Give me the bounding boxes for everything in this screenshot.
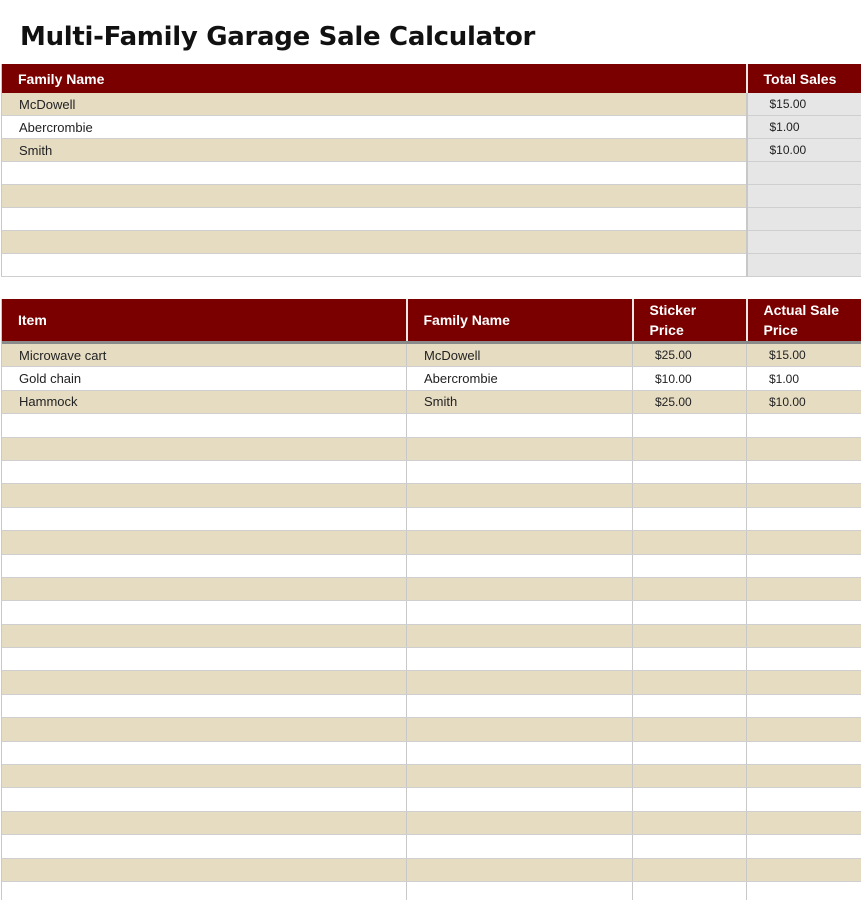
item-cell[interactable] (2, 718, 407, 741)
item-cell[interactable] (2, 788, 407, 811)
table-header-row (2, 299, 861, 341)
sticker-price-cell[interactable] (633, 460, 747, 483)
family-name-cell[interactable] (2, 254, 747, 277)
family-name-cell[interactable] (407, 741, 633, 764)
item-cell[interactable] (2, 858, 407, 881)
table-row (2, 671, 861, 694)
family-name-cell[interactable] (407, 881, 633, 900)
total-sales-cell[interactable]: $15.00 (747, 93, 861, 116)
table-row (2, 765, 861, 788)
items-table (1, 299, 861, 900)
table-row (2, 577, 861, 600)
table-row (2, 367, 861, 390)
family-totals-table (1, 64, 861, 277)
item-cell[interactable] (2, 741, 407, 764)
table-row (2, 554, 861, 577)
actual-sale-price-cell[interactable] (747, 601, 861, 624)
family-name-cell[interactable] (407, 531, 633, 554)
sticker-price-cell[interactable] (633, 881, 747, 900)
item-cell[interactable]: Gold chain (2, 367, 407, 390)
actual-sale-price-cell[interactable] (747, 648, 861, 671)
total-sales-cell[interactable] (747, 231, 861, 254)
sticker-price-cell[interactable] (633, 835, 747, 858)
family-name-cell[interactable] (2, 162, 747, 185)
column-header-total-sales[interactable]: Total Sales (747, 64, 861, 93)
family-name-cell[interactable]: Smith (407, 390, 633, 413)
sticker-price-cell[interactable] (633, 671, 747, 694)
family-name-cell[interactable]: McDowell (2, 93, 747, 116)
family-name-cell[interactable]: Smith (2, 139, 747, 162)
item-cell[interactable] (2, 835, 407, 858)
table-row (2, 741, 861, 764)
table-row (2, 601, 861, 624)
sticker-price-cell[interactable] (633, 414, 747, 437)
table-row (2, 93, 861, 116)
table-row (2, 414, 861, 437)
table-row (2, 788, 861, 811)
column-header-sticker-price[interactable]: Sticker Price (633, 299, 747, 341)
family-name-cell[interactable] (2, 208, 747, 231)
column-header-item[interactable]: Item (2, 299, 407, 341)
table-row (2, 254, 861, 277)
actual-sale-price-cell[interactable] (747, 741, 861, 764)
actual-sale-price-cell[interactable] (747, 531, 861, 554)
family-name-cell[interactable] (407, 437, 633, 460)
actual-sale-price-cell[interactable]: $1.00 (747, 367, 861, 390)
item-cell[interactable] (2, 648, 407, 671)
sticker-price-cell[interactable] (633, 484, 747, 507)
actual-sale-price-cell[interactable] (747, 507, 861, 530)
table-row (2, 811, 861, 834)
item-cell[interactable] (2, 531, 407, 554)
page-title: Multi-Family Garage Sale Calculator (20, 22, 536, 52)
table-row (2, 484, 861, 507)
table-row (2, 185, 861, 208)
item-cell[interactable] (2, 484, 407, 507)
sticker-price-cell[interactable] (633, 718, 747, 741)
family-name-cell[interactable] (407, 811, 633, 834)
sticker-price-cell[interactable] (633, 811, 747, 834)
sticker-price-cell[interactable] (633, 531, 747, 554)
sticker-price-cell[interactable] (633, 741, 747, 764)
column-header-family-name[interactable]: Family Name (2, 64, 747, 93)
table-header-row (2, 64, 861, 93)
item-cell[interactable] (2, 881, 407, 900)
family-name-cell[interactable] (407, 718, 633, 741)
sticker-price-cell[interactable] (633, 694, 747, 717)
family-name-cell[interactable]: Abercrombie (407, 367, 633, 390)
sticker-price-cell[interactable] (633, 577, 747, 600)
table-row (2, 344, 861, 367)
table-row (2, 507, 861, 530)
actual-sale-price-cell[interactable] (747, 765, 861, 788)
item-cell[interactable] (2, 414, 407, 437)
total-sales-cell[interactable] (747, 208, 861, 231)
item-cell[interactable] (2, 554, 407, 577)
family-name-cell[interactable] (407, 460, 633, 483)
total-sales-cell[interactable] (747, 185, 861, 208)
item-cell[interactable] (2, 694, 407, 717)
family-name-cell[interactable] (407, 577, 633, 600)
actual-sale-price-cell[interactable]: $15.00 (747, 344, 861, 367)
column-header-actual-sale-price[interactable]: Actual Sale Price (747, 299, 861, 341)
sticker-price-cell[interactable] (633, 507, 747, 530)
item-cell[interactable] (2, 601, 407, 624)
item-cell[interactable] (2, 624, 407, 647)
actual-sale-price-cell[interactable] (747, 577, 861, 600)
actual-sale-price-cell[interactable] (747, 437, 861, 460)
item-cell[interactable] (2, 577, 407, 600)
table-row (2, 531, 861, 554)
sticker-price-cell[interactable]: $10.00 (633, 367, 747, 390)
family-name-cell[interactable] (407, 835, 633, 858)
table-row (2, 648, 861, 671)
total-sales-cell[interactable] (747, 254, 861, 277)
sticker-price-cell[interactable] (633, 788, 747, 811)
family-name-cell[interactable] (407, 765, 633, 788)
table-row (2, 624, 861, 647)
table-row (2, 390, 861, 413)
item-cell[interactable] (2, 507, 407, 530)
table-row (2, 162, 861, 185)
family-name-cell[interactable] (407, 858, 633, 881)
table-row (2, 858, 861, 881)
actual-sale-price-cell[interactable] (747, 881, 861, 900)
table-row (2, 139, 861, 162)
sticker-price-cell[interactable]: $25.00 (633, 344, 747, 367)
family-name-cell[interactable] (407, 648, 633, 671)
family-name-cell[interactable] (407, 624, 633, 647)
table-row (2, 835, 861, 858)
actual-sale-price-cell[interactable] (747, 554, 861, 577)
actual-sale-price-cell[interactable] (747, 460, 861, 483)
total-sales-cell[interactable]: $1.00 (747, 116, 861, 139)
item-cell[interactable]: Hammock (2, 390, 407, 413)
table-row (2, 437, 861, 460)
family-name-cell[interactable]: Abercrombie (2, 116, 747, 139)
table-row (2, 460, 861, 483)
actual-sale-price-cell[interactable] (747, 718, 861, 741)
actual-sale-price-cell[interactable] (747, 835, 861, 858)
family-name-cell[interactable] (407, 414, 633, 437)
item-cell[interactable] (2, 811, 407, 834)
actual-sale-price-cell[interactable]: $10.00 (747, 390, 861, 413)
sticker-price-cell[interactable] (633, 765, 747, 788)
sticker-price-cell[interactable] (633, 601, 747, 624)
actual-sale-price-cell[interactable] (747, 811, 861, 834)
total-sales-cell[interactable]: $10.00 (747, 139, 861, 162)
family-name-cell[interactable] (407, 507, 633, 530)
table-row (2, 718, 861, 741)
item-cell[interactable] (2, 765, 407, 788)
column-header-family-name[interactable]: Family Name (407, 299, 633, 341)
family-name-cell[interactable] (2, 185, 747, 208)
table-row (2, 881, 861, 900)
actual-sale-price-cell[interactable] (747, 414, 861, 437)
sticker-price-cell[interactable] (633, 624, 747, 647)
sticker-price-cell[interactable]: $25.00 (633, 390, 747, 413)
sticker-price-cell[interactable] (633, 437, 747, 460)
sticker-price-cell[interactable] (633, 554, 747, 577)
family-name-cell[interactable]: McDowell (407, 344, 633, 367)
item-cell[interactable] (2, 671, 407, 694)
table-row (2, 694, 861, 717)
actual-sale-price-cell[interactable] (747, 624, 861, 647)
table-row (2, 208, 861, 231)
item-cell[interactable] (2, 460, 407, 483)
item-cell[interactable]: Microwave cart (2, 344, 407, 367)
family-name-cell[interactable] (407, 601, 633, 624)
sticker-price-cell[interactable] (633, 648, 747, 671)
actual-sale-price-cell[interactable] (747, 694, 861, 717)
actual-sale-price-cell[interactable] (747, 788, 861, 811)
actual-sale-price-cell[interactable] (747, 484, 861, 507)
family-name-cell[interactable] (407, 788, 633, 811)
actual-sale-price-cell[interactable] (747, 671, 861, 694)
item-cell[interactable] (2, 437, 407, 460)
family-name-cell[interactable] (407, 484, 633, 507)
family-name-cell[interactable] (407, 694, 633, 717)
family-name-cell[interactable] (407, 554, 633, 577)
family-name-cell[interactable] (407, 671, 633, 694)
actual-sale-price-cell[interactable] (747, 858, 861, 881)
sticker-price-cell[interactable] (633, 858, 747, 881)
family-name-cell[interactable] (2, 231, 747, 254)
table-row (2, 231, 861, 254)
total-sales-cell[interactable] (747, 162, 861, 185)
table-row (2, 116, 861, 139)
